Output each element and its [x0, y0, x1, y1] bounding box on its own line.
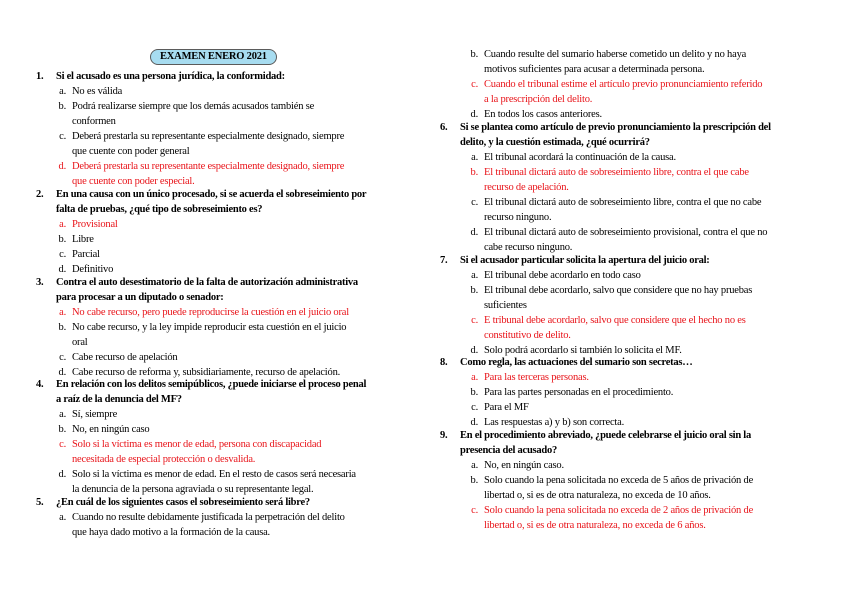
- question-text-line: ¿En cuál de los siguientes casos el sobreseimiento será libre?: [56, 497, 310, 508]
- option-text: [484, 385, 816, 400]
- option-letter: c.: [59, 131, 66, 142]
- question-text: [36, 495, 414, 510]
- option-letter: c.: [59, 249, 66, 260]
- option-9-a[interactable]: [466, 458, 816, 473]
- question-4: [36, 377, 414, 497]
- option-text: [72, 467, 414, 497]
- option-text-line: El tribunal dictará auto de sobreseimiento provisional, contra el que no: [484, 227, 768, 238]
- question-text: [36, 187, 414, 217]
- option-9-c[interactable]: [466, 503, 816, 533]
- option-text-line: No cabe recurso, y la ley impide reproducir esta cuestión en el juicio: [72, 322, 347, 333]
- option-letter: b.: [470, 285, 478, 296]
- option-5-c[interactable]: [466, 77, 816, 107]
- question-text: [36, 377, 414, 407]
- option-text: [484, 313, 816, 343]
- option-3-b[interactable]: [54, 320, 414, 350]
- option-text-line: Sí, siempre: [72, 409, 118, 420]
- option-letter: d.: [470, 227, 478, 238]
- option-letter: c.: [471, 402, 478, 413]
- option-text: [72, 407, 414, 422]
- question-line: [36, 187, 414, 202]
- option-text-line: Provisional: [72, 219, 118, 230]
- option-text-line: cabe recurso ninguno.: [484, 242, 573, 253]
- option-text-line: oral: [72, 337, 88, 348]
- question-line: [440, 355, 816, 370]
- option-text: [484, 473, 816, 503]
- option-text-line: Solo cuando la pena solicitada no exceda de 5 años de privación de: [484, 475, 754, 486]
- option-text-line: que cuente con poder general: [72, 146, 190, 157]
- question-8: [440, 355, 816, 430]
- option-letter: a.: [471, 270, 478, 281]
- option-text-line: Cuando resulte del sumario haberse cometido un delito y no haya: [484, 49, 747, 60]
- option-text-line: El tribunal debe acordarlo en todo caso: [484, 270, 641, 281]
- question-text-line: presencia del acusado?: [460, 445, 557, 456]
- option-7-a[interactable]: [466, 268, 816, 283]
- question-text-line: Contra el auto desestimatorio de la falta de autorización administrativa: [56, 277, 358, 288]
- option-text: [72, 510, 414, 540]
- option-letter: b.: [470, 475, 478, 486]
- question-7: [440, 253, 816, 358]
- option-2-c[interactable]: [54, 247, 414, 262]
- question-number: 3.: [36, 277, 44, 288]
- option-text: [484, 77, 816, 107]
- question-text: [440, 355, 816, 370]
- option-7-c[interactable]: [466, 313, 816, 343]
- option-3-c[interactable]: [54, 350, 414, 365]
- option-2-a[interactable]: [54, 217, 414, 232]
- question-text-line: para procesar a un diputado o senador:: [56, 292, 224, 303]
- question-9: [440, 428, 816, 533]
- option-text-line: Cuando el tribunal estime el artículo previo pronunciamiento referido: [484, 79, 763, 90]
- option-text-line: El tribunal acordará la continuación de la causa.: [484, 152, 676, 163]
- option-3-a[interactable]: [54, 305, 414, 320]
- question-text: [440, 253, 816, 268]
- option-text-line: recurso de apelación.: [484, 182, 569, 193]
- option-letter: c.: [471, 505, 478, 516]
- option-text: [484, 400, 816, 415]
- option-text-line: Deberá prestarla su representante especialmente designado, siempre: [72, 131, 345, 142]
- question-5: [36, 495, 414, 540]
- option-1-d[interactable]: [54, 159, 414, 189]
- option-letter: b.: [58, 322, 66, 333]
- option-text-line: Solo podrá acordarlo si también lo solicita el MF.: [484, 345, 682, 356]
- option-text-line: Definitivo: [72, 264, 114, 275]
- question-line: [440, 428, 816, 443]
- option-letter: b.: [58, 234, 66, 245]
- option-text-line: Cuando no resulte debidamente justificada la perpetración del delito: [72, 512, 345, 523]
- option-text-line: Para las partes personadas en el procedimiento.: [484, 387, 674, 398]
- option-text-line: motivos suficientes para acusar a determinada persona.: [484, 64, 705, 75]
- question-line: [36, 495, 414, 510]
- option-letter: a.: [59, 409, 66, 420]
- title-wrap: [150, 46, 277, 65]
- option-9-b[interactable]: [466, 473, 816, 503]
- question-text: [440, 120, 816, 150]
- question-text-line: En relación con los delitos semipúblicos, ¿puede iniciarse el proceso penal: [56, 379, 367, 390]
- question-line: [36, 377, 414, 392]
- option-letter: a.: [59, 307, 66, 318]
- option-text-line: No, en ningún caso.: [484, 460, 564, 471]
- option-letter: b.: [58, 424, 66, 435]
- option-text-line: Para las terceras personas.: [484, 372, 589, 383]
- option-text: [484, 165, 816, 195]
- question-text-line: Como regla, las actuaciones del sumario son secretas…: [460, 357, 693, 368]
- option-text-line: la denuncia de la persona agraviada o su representante legal.: [72, 484, 314, 495]
- option-text-line: El tribunal dictará auto de sobreseimiento libre, contra el que no cabe: [484, 197, 762, 208]
- question-number: 2.: [36, 189, 44, 200]
- question-number: 4.: [36, 379, 44, 390]
- option-text-line: Solo si la víctima es menor de edad, persona con discapacidad: [72, 439, 322, 450]
- option-text: [72, 422, 414, 437]
- option-text-line: que haya dado motivo a la formación de la causa.: [72, 527, 270, 538]
- question-text-line: En una causa con un único procesado, si se acuerda el sobreseimiento por: [56, 189, 367, 200]
- option-text: [484, 195, 816, 225]
- option-text-line: necesitada de especial protección o desvalida.: [72, 454, 256, 465]
- option-text: [484, 283, 816, 313]
- option-4-b[interactable]: [54, 422, 414, 437]
- option-letter: d.: [58, 264, 66, 275]
- question-2: [36, 187, 414, 277]
- option-text-line: Para el MF: [484, 402, 529, 413]
- option-4-d[interactable]: [54, 467, 414, 497]
- question-line: [36, 275, 414, 290]
- option-text: [72, 129, 414, 159]
- option-text: [484, 458, 816, 473]
- option-text: [484, 225, 816, 255]
- question-number: 9.: [440, 430, 448, 441]
- question-number: 5.: [36, 497, 44, 508]
- question-text-line: Si el acusador particular solicita la apertura del juicio oral:: [460, 255, 710, 266]
- option-text: [72, 437, 414, 467]
- option-text: [72, 99, 414, 129]
- question-number: 7.: [440, 255, 448, 266]
- option-letter: a.: [471, 372, 478, 383]
- option-6-c[interactable]: [466, 195, 816, 225]
- option-letter: c.: [471, 315, 478, 326]
- option-text-line: Parcial: [72, 249, 100, 260]
- option-4-a[interactable]: [54, 407, 414, 422]
- option-7-b[interactable]: [466, 283, 816, 313]
- question-number: 8.: [440, 357, 448, 368]
- option-letter: a.: [59, 512, 66, 523]
- option-5-a[interactable]: [54, 510, 414, 540]
- option-6-b[interactable]: [466, 165, 816, 195]
- option-letter: a.: [471, 152, 478, 163]
- option-letter: a.: [59, 219, 66, 230]
- option-1-a[interactable]: [54, 84, 414, 99]
- option-text: [72, 247, 414, 262]
- option-text-line: constitutivo de delito.: [484, 330, 571, 341]
- option-text: [484, 503, 816, 533]
- question-text-line: Si el acusado es una persona jurídica, la conformidad:: [56, 71, 285, 82]
- question-text-line: delito, y la cuestión estimada, ¿qué ocurrirá?: [460, 137, 650, 148]
- question-text-line: Si se plantea como artículo de previo pronunciamiento la prescripción del: [460, 122, 771, 133]
- option-letter: b.: [470, 387, 478, 398]
- option-letter: d.: [470, 417, 478, 428]
- option-letter: c.: [59, 439, 66, 450]
- option-text-line: En todos los casos anteriores.: [484, 109, 602, 120]
- option-text-line: Solo cuando la pena solicitada no exceda de 2 años de privación de: [484, 505, 754, 516]
- option-text-line: conformen: [72, 116, 116, 127]
- question-text-line: falta de pruebas, ¿qué tipo de sobreseimiento es?: [56, 204, 263, 215]
- option-text: [72, 320, 414, 350]
- question-line: [440, 253, 816, 268]
- question-text-line: a raíz de la denuncia del MF?: [56, 394, 182, 405]
- option-6-d[interactable]: [466, 225, 816, 255]
- option-6-a[interactable]: [466, 150, 816, 165]
- option-text-line: E tribunal debe acordarlo, salvo que considere que el hecho no es: [484, 315, 746, 326]
- question-line: [440, 120, 816, 135]
- question-text: [440, 428, 816, 458]
- option-1-c[interactable]: [54, 129, 414, 159]
- option-text-line: No cabe recurso, pero puede reproducirse la cuestión en el juicio oral: [72, 307, 349, 318]
- option-letter: b.: [470, 167, 478, 178]
- option-text-line: El tribunal dictará auto de sobreseimiento libre, contra el que cabe: [484, 167, 749, 178]
- option-text-line: Libre: [72, 234, 94, 245]
- option-letter: a.: [59, 86, 66, 97]
- option-text-line: suficientes: [484, 300, 527, 311]
- question-3: [36, 275, 414, 380]
- option-text: [72, 350, 414, 365]
- option-letter: d.: [470, 109, 478, 120]
- option-text-line: Cabe recurso de reforma y, subsidiariamente, recurso de apelación.: [72, 367, 341, 378]
- option-text: [72, 305, 414, 320]
- option-text: [484, 370, 816, 385]
- option-text: [484, 47, 816, 77]
- option-text: [72, 159, 414, 189]
- question-line: [36, 69, 414, 84]
- question-number: 1.: [36, 71, 44, 82]
- option-text-line: recurso ninguno.: [484, 212, 552, 223]
- option-text: [72, 217, 414, 232]
- option-8-c[interactable]: [466, 400, 816, 415]
- question-5-continued: [440, 47, 816, 122]
- option-letter: c.: [471, 197, 478, 208]
- option-text: [72, 84, 414, 99]
- option-letter: c.: [471, 79, 478, 90]
- option-text-line: libertad o, si es de otra naturaleza, no exceda de 10 años.: [484, 490, 711, 501]
- option-text-line: Las respuestas a) y b) son correcta.: [484, 417, 625, 428]
- question-text-line: En el procedimiento abreviado, ¿puede celebrarse el juicio oral sin la: [460, 430, 751, 441]
- question-text: [36, 275, 414, 305]
- question-number: 6.: [440, 122, 448, 133]
- option-letter: c.: [59, 352, 66, 363]
- option-text-line: El tribunal debe acordarlo, salvo que considere que no hay pruebas: [484, 285, 753, 296]
- option-text: [484, 268, 816, 283]
- option-letter: d.: [58, 367, 66, 378]
- option-text: [484, 150, 816, 165]
- option-text-line: Solo si la víctima es menor de edad. En el resto de casos será necesaria: [72, 469, 356, 480]
- option-8-a[interactable]: [466, 370, 816, 385]
- option-text: [72, 232, 414, 247]
- option-text-line: a la prescripción del delito.: [484, 94, 593, 105]
- option-text-line: No, en ningún caso: [72, 424, 150, 435]
- option-text-line: libertad o, si es de otra naturaleza, no exceda de 6 años.: [484, 520, 706, 531]
- option-1-b[interactable]: [54, 99, 414, 129]
- option-letter: b.: [58, 101, 66, 112]
- option-text-line: Podrá realizarse siempre que los demás acusados también se: [72, 101, 315, 112]
- option-letter: a.: [471, 460, 478, 471]
- question-1: [36, 69, 414, 189]
- option-4-c[interactable]: [54, 437, 414, 467]
- question-text: [36, 69, 414, 84]
- option-text-line: que cuente con poder especial.: [72, 176, 195, 187]
- option-text-line: No es válida: [72, 86, 123, 97]
- question-6: [440, 120, 816, 255]
- option-text-line: Cabe recurso de apelación: [72, 352, 178, 363]
- option-letter: b.: [470, 49, 478, 60]
- option-text-line: Deberá prestarla su representante especialmente designado, siempre: [72, 161, 345, 172]
- option-8-b[interactable]: [466, 385, 816, 400]
- option-letter: d.: [58, 469, 66, 480]
- option-5-b[interactable]: [466, 47, 816, 77]
- option-letter: d.: [470, 345, 478, 356]
- option-2-b[interactable]: [54, 232, 414, 247]
- option-letter: d.: [58, 161, 66, 172]
- exam-title: EXAMEN ENERO 2021: [150, 49, 277, 65]
